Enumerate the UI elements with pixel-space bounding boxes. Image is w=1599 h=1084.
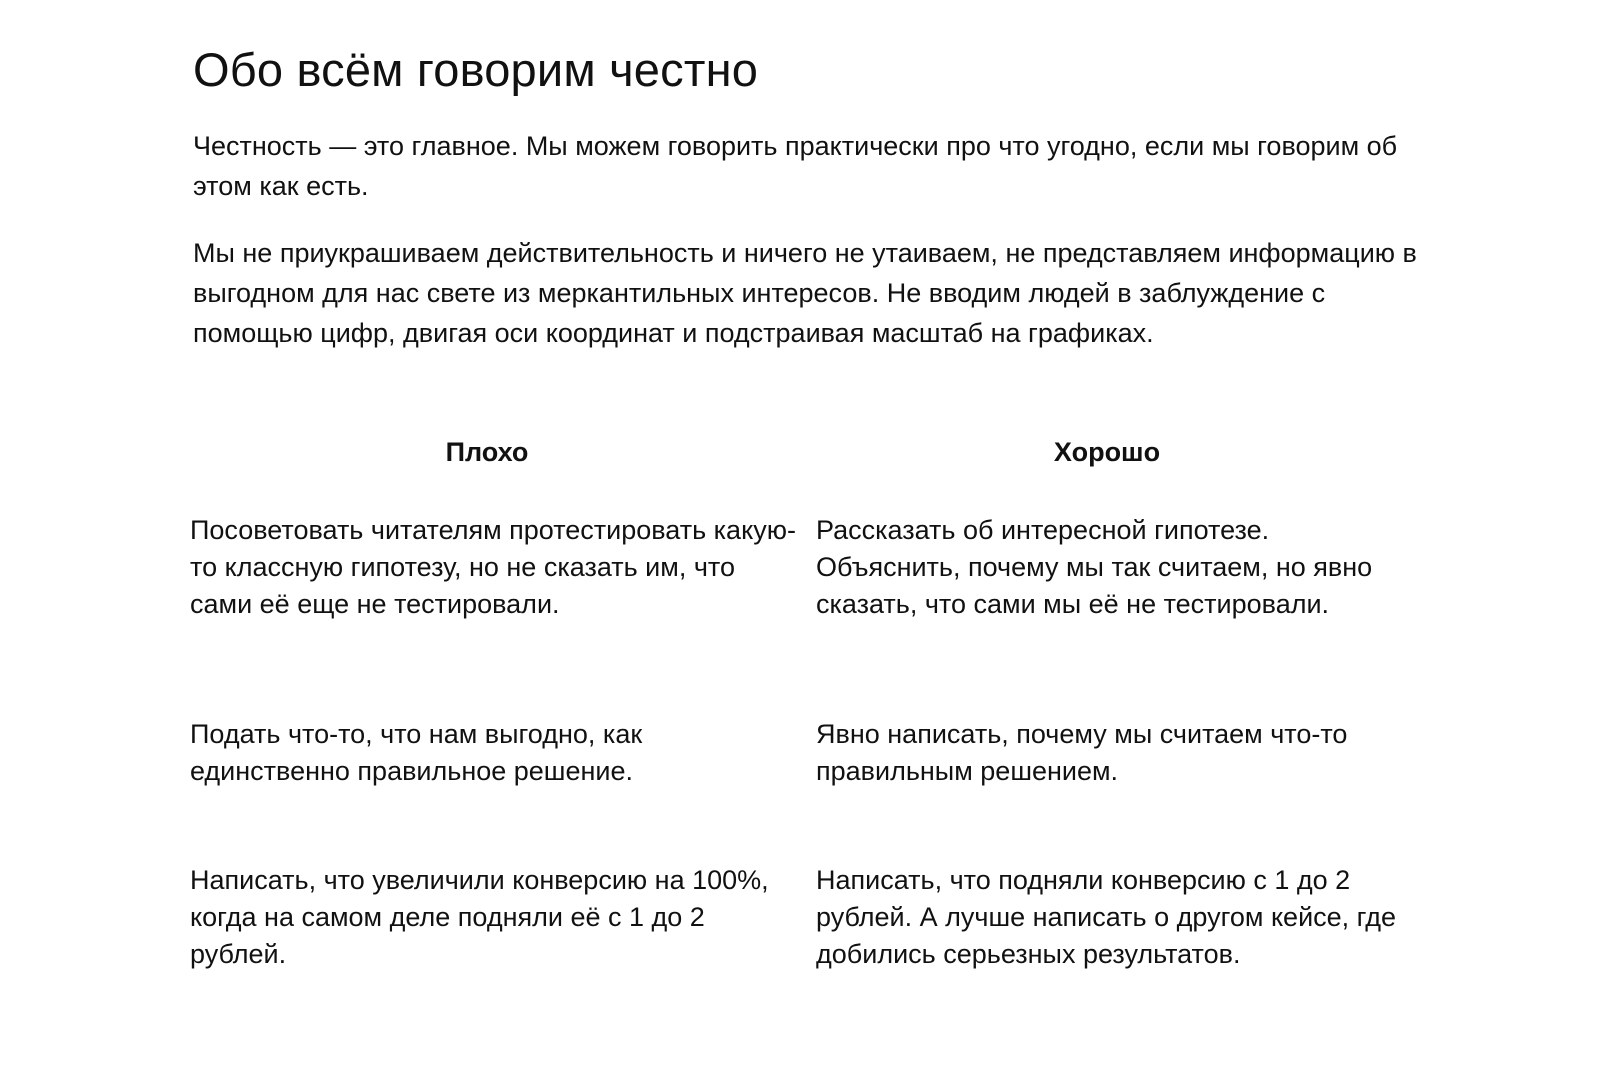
bad-example: Написать, что увеличили конверсию на 100%, когда на самом деле подняли её с 1 до 2 рублей. — [190, 865, 769, 969]
page-title: Обо всём говорим честно — [193, 43, 759, 96]
good-column-header: Хорошо — [1053, 437, 1161, 467]
bad-example: Посоветовать читателям протестировать какую-то классную гипотезу, но не сказать им, что сами её еще не тестировали. — [190, 515, 796, 619]
principle-paragraph: Мы не приукрашиваем действительность и ничего не утаиваем, не представляем информацию в выгодном для нас свете из меркантильных интересов. Не вводим людей в заблуждение с помощью цифр, двигая оси координат и подстраивая масштаб на графиках. — [193, 238, 1417, 348]
good-example: Явно написать, почему мы считаем что-то правильным решением. — [816, 719, 1348, 786]
good-example: Рассказать об интересной гипотезе. Объяснить, почему мы так считаем, но явно сказать, что сами мы её не тестировали. — [816, 515, 1373, 619]
intro-paragraph: Честность — это главное. Мы можем говорить практически про что угодно, если мы говорим об этом как есть. — [193, 131, 1398, 201]
bad-example: Подать что-то, что нам выгодно, как единственно правильное решение. — [190, 719, 643, 786]
good-example: Написать, что подняли конверсию с 1 до 2 рублей. А лучше написать о другом кейсе, где добились серьезных результатов. — [816, 865, 1397, 969]
bad-column-header: Плохо — [445, 437, 529, 467]
